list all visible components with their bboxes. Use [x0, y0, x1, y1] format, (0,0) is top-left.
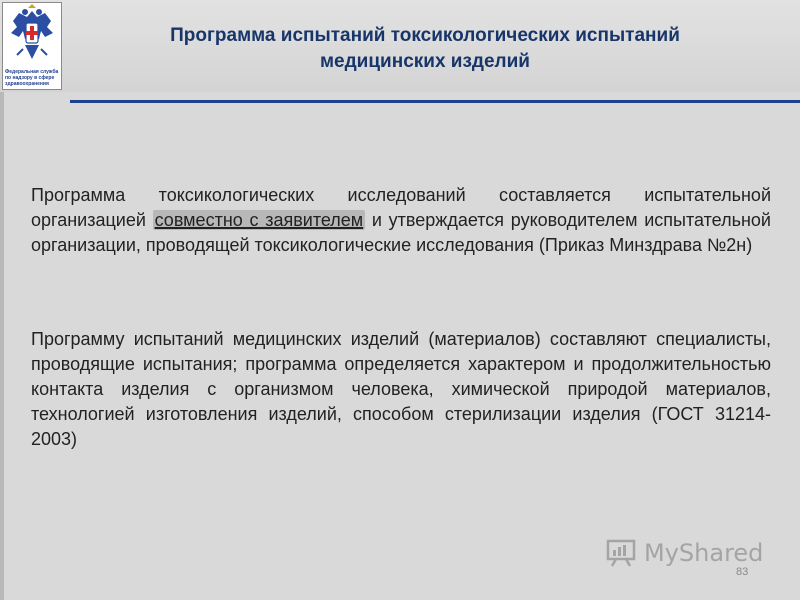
slide-header	[0, 0, 800, 92]
logo-caption: Федеральная служба по надзору в сфере здравоохранения	[5, 69, 59, 87]
emblem-icon	[3, 3, 61, 67]
title-line-1: Программа испытаний токсикологических испытаний	[170, 25, 680, 46]
title-line-2: медицинских изделий	[320, 51, 530, 72]
p1-text-end: и утверждается руководителем испытательной организации, проводящей токсикологические исследования (Приказ Минздрава №2н)	[31, 210, 771, 255]
paragraph-2: Программу испытаний медицинских изделий (материалов) составляют специалисты, проводящие испытания; программа определяется характером и продолжительностью контакта изделия с организмом человека, химической природой материалов, технологией изготовления изделий, способом стерилизации изделия (ГОСТ 31214-2003)	[31, 329, 771, 449]
paragraph-1	[31, 183, 771, 258]
watermark-text: MyShared	[644, 539, 764, 567]
page-number: 83	[736, 566, 749, 578]
watermark	[606, 536, 763, 570]
slide-title	[90, 23, 760, 75]
p1-text-start: Программа токсикологических исследований составляется испытательной организацией	[31, 185, 771, 230]
title-divider	[70, 100, 800, 103]
agency-logo	[2, 2, 62, 90]
myshared-logo-icon	[606, 538, 638, 568]
highlighted-phrase: совместно с заявителем	[154, 210, 364, 230]
